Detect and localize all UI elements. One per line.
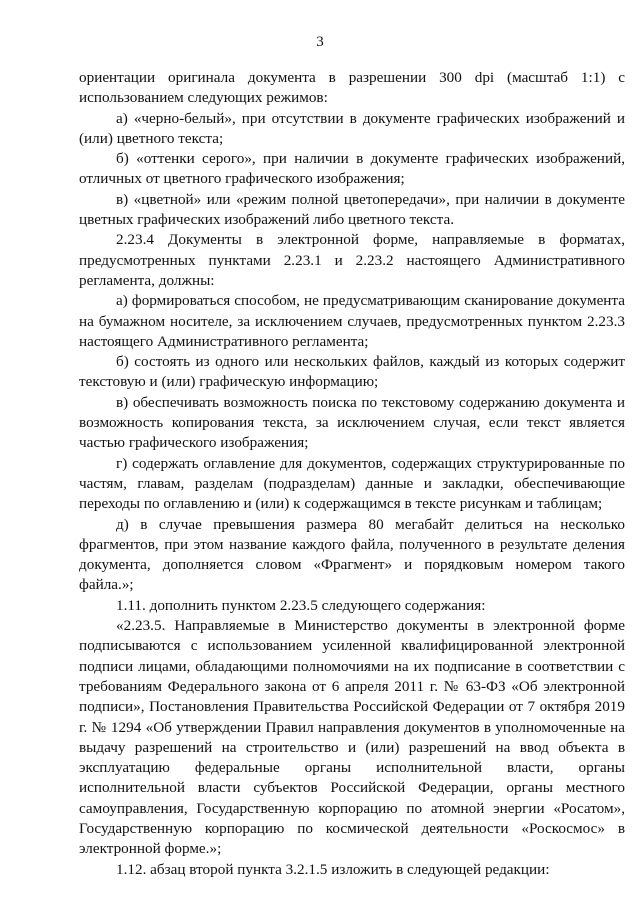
paragraph-mode-grayscale: б) «оттенки серого», при наличии в документе графических изображений, отличных от цветного графического изображения; (79, 150, 625, 188)
paragraph-item-g: г) содержать оглавление для документов, содержащих структурированные по частям, главам, разделам (подразделам) данные и закладки, обеспечивающие переходы по оглавлению и (или) к содержащимся в тексте рисункам и таблицам; (79, 454, 625, 513)
page-number: 3 (316, 34, 324, 50)
paragraph-1-11: 1.11. дополнить пунктом 2.23.5 следующего содержания: (116, 596, 486, 614)
paragraph-mode-color: в) «цветной» или «режим полной цветопередачи», при наличии в документе цветных графических изображений либо цветного текста. (79, 190, 625, 229)
paragraph-1-12: 1.12. абзац второй пункта 3.2.1.5 изложить в следующей редакции: (116, 860, 550, 878)
paragraph-2-23-5: «2.23.5. Направляемые в Министерство документы в электронной форме подписываются с использованием усиленной квалифицированной электронной подписи лицами, обладающими полномочиями на их подписание в соответствии с требованиям Федерального закона от 6 апреля 2011 г. № 63-ФЗ «Об электронной подписи», Постановления Правительства Российской Федерации от 7 октября 2019 г. № 1294 «Об утверждении Правил направления документов в уполномоченные на выдачу разрешений на строительство и (или) разрешений на ввод объекта в эксплуатацию федеральные органы исполнительной власти, органы исполнительной власти субъектов Российской Федерации, органы местного самоуправления, Государственную корпорацию по атомной энергии «Росатом», Государственную корпорацию по космической деятельности «Роскосмос» в электронной форме.»; (79, 617, 625, 858)
paragraph-item-a: а) формироваться способом, не предусматривающим сканирование документа на бумажном носителе, за исключением случаев, предусмотренных пунктом 2.23.3 настоящего Административного регламента; (79, 292, 625, 350)
paragraph-item-b: б) состоять из одного или нескольких файлов, каждый из которых содержит текстовую и (или) графическую информацию; (79, 353, 625, 391)
paragraph-orientation: ориентации оригинала документа в разрешении 300 dpi (масштаб 1:1) с использованием следующих режимов: (79, 69, 625, 107)
paragraph-item-d: д) в случае превышения размера 80 мегабайт делиться на несколько фрагментов, при этом название каждого файла, полученного в результате деления документа, дополняется словом «Фрагмент» и порядковым номером такого файла.»; (79, 515, 625, 594)
paragraph-item-v: в) обеспечивать возможность поиска по текстовому содержанию документа и возможность копирования текста, за исключением случая, если текст является частью графического изображения; (79, 393, 625, 452)
paragraph-2-23-4: 2.23.4 Документы в электронной форме, направляемые в форматах, предусмотренных пунктами 2.23.1 и 2.23.2 настоящего Административного регламента, должны: (79, 231, 625, 289)
paragraph-mode-bw: а) «черно-белый», при отсутствии в документе графических изображений и (или) цветного текста; (79, 109, 625, 147)
document-body (79, 68, 625, 880)
